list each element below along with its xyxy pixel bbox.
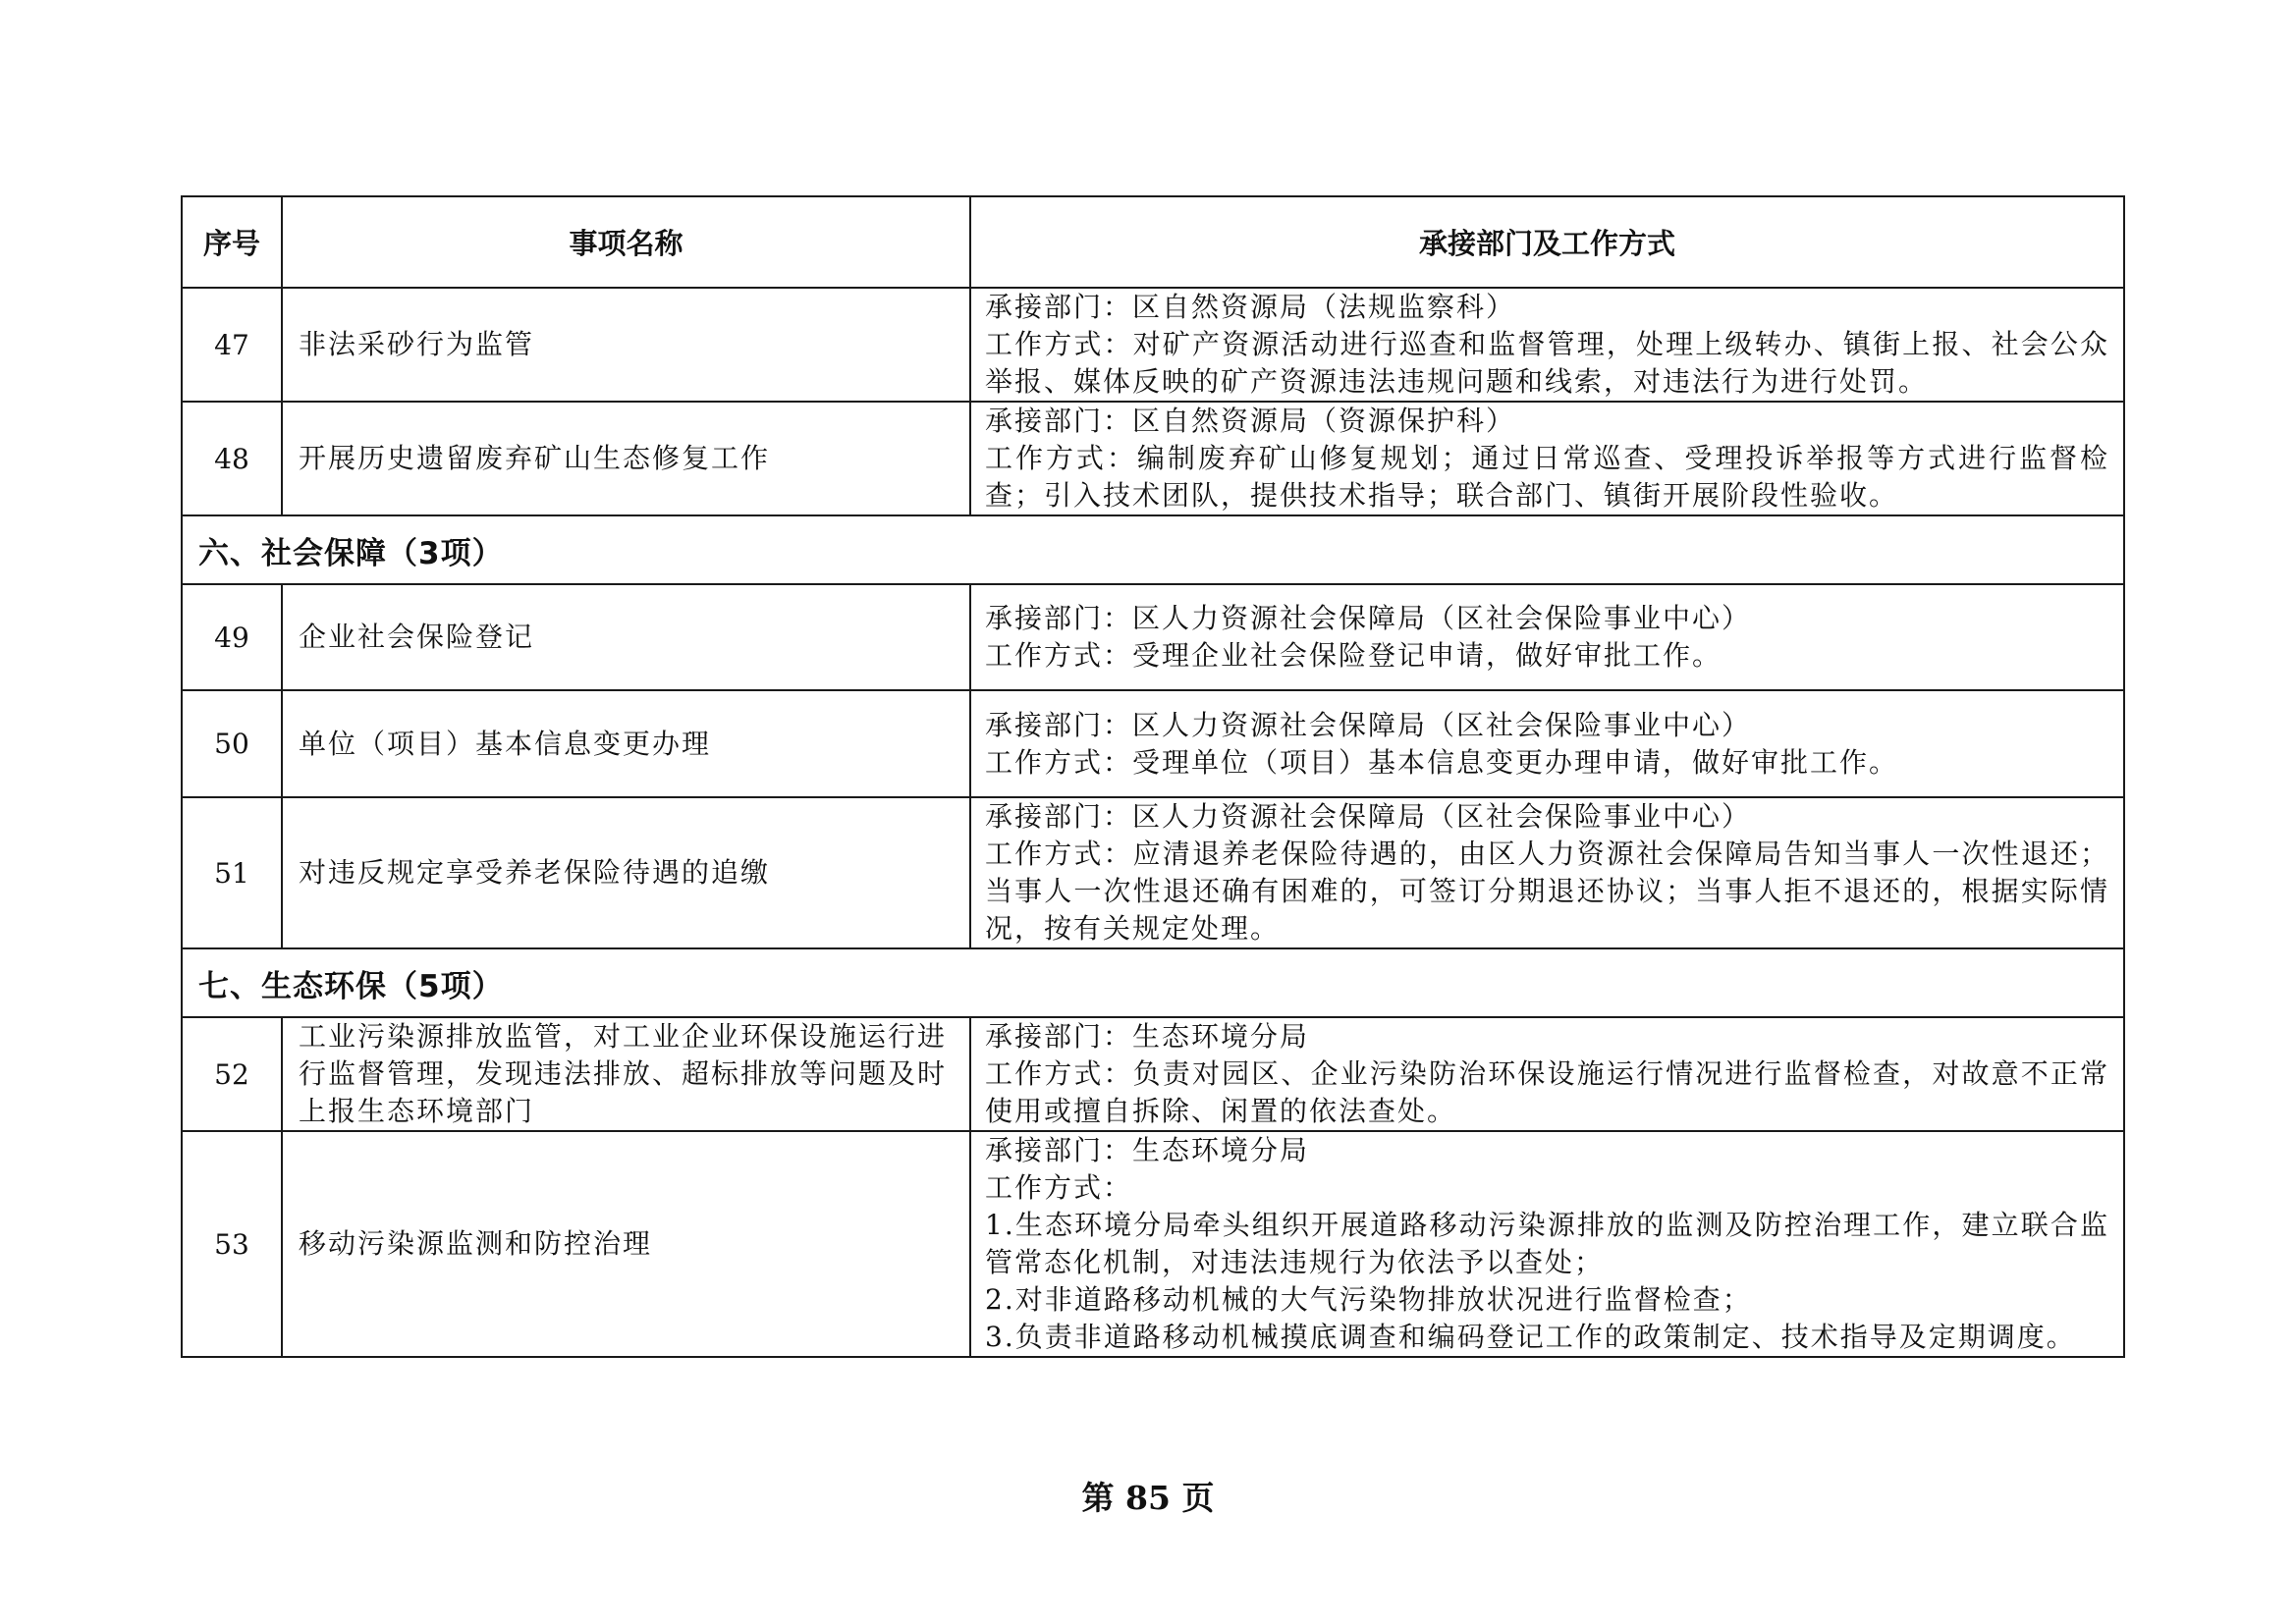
row-item-name: 单位（项目）基本信息变更办理 — [282, 690, 970, 797]
method-item-1: 1.生态环境分局牵头组织开展道路移动污染源排放的监测及防控治理工作，建立联合监管常态化机制，对违法违规行为依法予以查处； — [985, 1209, 2109, 1278]
method-item-2: 2.对非道路移动机械的大气污染物排放状况进行监督检查； — [985, 1283, 1752, 1316]
row-item-name: 移动污染源监测和防控治理 — [282, 1131, 970, 1357]
row-department-method — [970, 402, 2124, 515]
row-number: 50 — [182, 690, 282, 797]
row-department-method — [970, 288, 2124, 402]
row-department-method — [970, 797, 2124, 948]
row-department-method — [970, 1131, 2124, 1357]
dept-line: 承接部门：区人力资源社会保障局（区社会保险事业中心） — [985, 602, 1752, 634]
method-line: 工作方式：应清退养老保险待遇的，由区人力资源社会保障局告知当事人一次性退还；当事人一次性退还确有困难的，可签订分期退还协议；当事人拒不退还的，根据实际情况，按有关规定处理。 — [985, 838, 2109, 945]
table-row — [182, 797, 2124, 948]
row-number: 52 — [182, 1017, 282, 1131]
row-department-method — [970, 584, 2124, 690]
table-row — [182, 1131, 2124, 1357]
method-item-3: 3.负责非道路移动机械摸底调查和编码登记工作的政策制定、技术指导及定期调度。 — [985, 1321, 2076, 1353]
method-line: 工作方式：受理企业社会保险登记申请，做好审批工作。 — [985, 639, 1722, 672]
table-row — [182, 402, 2124, 515]
header-item-name: 事项名称 — [282, 196, 970, 288]
method-line: 工作方式：受理单位（项目）基本信息变更办理申请，做好审批工作。 — [985, 745, 1899, 779]
dept-line: 承接部门：区自然资源局（法规监察科） — [985, 291, 1516, 323]
dept-line: 承接部门：区人力资源社会保障局（区社会保险事业中心） — [985, 708, 1752, 741]
section-row — [182, 515, 2124, 584]
method-line: 工作方式：对矿产资源活动进行巡查和监督管理，处理上级转办、镇街上报、社会公众举报、媒体反映的矿产资源违法违规问题和线索，对违法行为进行处罚。 — [985, 328, 2109, 398]
dept-line: 承接部门：生态环境分局 — [985, 1020, 1310, 1053]
row-department-method — [970, 690, 2124, 797]
row-number: 48 — [182, 402, 282, 515]
row-item-name: 开展历史遗留废弃矿山生态修复工作 — [282, 402, 970, 515]
dept-line: 承接部门：区自然资源局（资源保护科） — [985, 405, 1516, 437]
header-serial: 序号 — [182, 196, 282, 288]
section-row — [182, 948, 2124, 1017]
header-department-method: 承接部门及工作方式 — [970, 196, 2124, 288]
table-row — [182, 1017, 2124, 1131]
section-title-social-security: 六、社会保障（3项） — [182, 515, 2124, 584]
row-item-name: 工业污染源排放监管，对工业企业环保设施运行进行监督管理，发现违法排放、超标排放等问题及时上报生态环境部门 — [282, 1017, 970, 1131]
method-line: 工作方式：负责对园区、企业污染防治环保设施运行情况进行监督检查，对故意不正常使用或擅自拆除、闲置的依法查处。 — [985, 1057, 2109, 1127]
items-table — [181, 195, 2125, 1358]
page-number: 第 85 页 — [1081, 1479, 1215, 1517]
table-header-row — [182, 196, 2124, 288]
method-label: 工作方式： — [985, 1171, 1133, 1204]
method-line: 工作方式：编制废弃矿山修复规划；通过日常巡查、受理投诉举报等方式进行监督检查；引入技术团队，提供技术指导；联合部门、镇街开展阶段性验收。 — [985, 442, 2109, 512]
table-row — [182, 288, 2124, 402]
row-number: 47 — [182, 288, 282, 402]
document-sheet — [181, 195, 2123, 1358]
row-item-name: 企业社会保险登记 — [282, 584, 970, 690]
row-department-method — [970, 1017, 2124, 1131]
row-number: 51 — [182, 797, 282, 948]
row-number: 49 — [182, 584, 282, 690]
table-row — [182, 584, 2124, 690]
section-title-eco-environment: 七、生态环保（5项） — [182, 948, 2124, 1017]
row-item-name: 对违反规定享受养老保险待遇的追缴 — [282, 797, 970, 948]
row-number: 53 — [182, 1131, 282, 1357]
dept-line: 承接部门：生态环境分局 — [985, 1134, 1310, 1166]
row-item-name: 非法采砂行为监管 — [282, 288, 970, 402]
table-row — [182, 690, 2124, 797]
dept-line: 承接部门：区人力资源社会保障局（区社会保险事业中心） — [985, 800, 1752, 833]
